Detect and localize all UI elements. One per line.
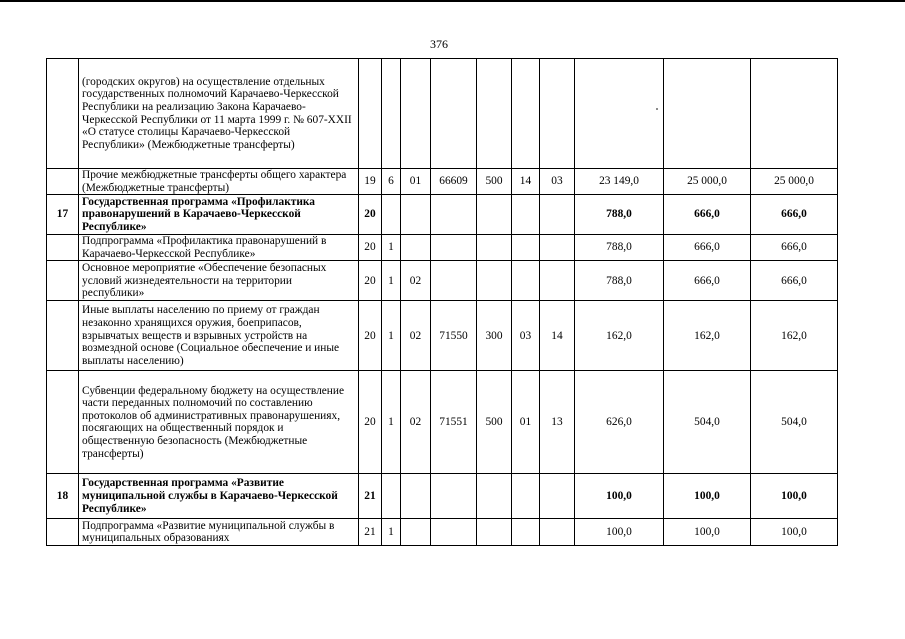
code-subprogram — [382, 59, 401, 169]
row-number — [47, 169, 79, 195]
amount-year-2: 504,0 — [664, 371, 751, 474]
row-number — [47, 261, 79, 301]
amount-year-3: 25 000,0 — [751, 169, 838, 195]
code-subsection — [540, 59, 575, 169]
code-program: 19 — [359, 169, 382, 195]
code-direction — [431, 261, 477, 301]
code-section — [512, 474, 540, 519]
code-main-event — [401, 235, 431, 261]
code-main-event — [401, 195, 431, 235]
scan-top-edge — [0, 0, 905, 2]
amount-year-3: 162,0 — [751, 301, 838, 371]
code-subprogram: 1 — [382, 235, 401, 261]
table-row — [47, 474, 838, 519]
row-number — [47, 301, 79, 371]
code-direction — [431, 59, 477, 169]
code-section — [512, 59, 540, 169]
code-subsection — [540, 474, 575, 519]
code-subsection — [540, 235, 575, 261]
row-description: Субвенции федеральному бюджету на осуществление части переданных полномочий по составлению протоколов об административных правонарушениях, посягающих на общественный порядок и общественную безопасность (Межбюджетные трансферты) — [79, 371, 359, 474]
amount-year-2: 100,0 — [664, 519, 751, 546]
amount-year-1: 626,0 — [575, 371, 664, 474]
row-description: Государственная программа «Развитие муниципальной службы в Карачаево-Черкесской Республике» — [79, 474, 359, 519]
code-section — [512, 235, 540, 261]
amount-year-1: 23 149,0 — [575, 169, 664, 195]
budget-table — [46, 58, 838, 546]
code-direction: 71550 — [431, 301, 477, 371]
code-subsection: 03 — [540, 169, 575, 195]
code-direction — [431, 519, 477, 546]
code-program: 20 — [359, 235, 382, 261]
amount-year-2: 666,0 — [664, 235, 751, 261]
code-expense-type — [477, 261, 512, 301]
row-description: (городских округов) на осуществление отдельных государственных полномочий Карачаево-Черкесской Республики на реализацию Закона Карачаево-Черкесской Республики от 11 марта 1999 г. № 607-XXII «О статусе столицы Карачаево-Черкесской Республики» (Межбюджетные трансферты) — [79, 59, 359, 169]
amount-year-1: 788,0 — [575, 235, 664, 261]
code-direction — [431, 195, 477, 235]
page-number: 376 — [430, 37, 448, 51]
code-section: 14 — [512, 169, 540, 195]
amount-year-2: 162,0 — [664, 301, 751, 371]
code-subsection: 13 — [540, 371, 575, 474]
amount-year-1 — [575, 59, 664, 169]
row-number — [47, 371, 79, 474]
code-expense-type: 500 — [477, 169, 512, 195]
code-main-event — [401, 59, 431, 169]
code-program: 20 — [359, 195, 382, 235]
code-expense-type: 500 — [477, 371, 512, 474]
row-description: Основное мероприятие «Обеспечение безопасных условий жизнедеятельности на территории республики» — [79, 261, 359, 301]
code-expense-type — [477, 519, 512, 546]
code-main-event: 02 — [401, 301, 431, 371]
code-program: 20 — [359, 371, 382, 474]
amount-year-1: 100,0 — [575, 519, 664, 546]
code-subprogram — [382, 195, 401, 235]
code-subsection — [540, 519, 575, 546]
row-description: Подпрограмма «Развитие муниципальной службы в муниципальных образованиях — [79, 519, 359, 546]
row-number — [47, 235, 79, 261]
table-row — [47, 59, 838, 169]
amount-year-1: 100,0 — [575, 474, 664, 519]
code-subsection — [540, 261, 575, 301]
amount-year-2: 666,0 — [664, 261, 751, 301]
amount-year-1: 788,0 — [575, 261, 664, 301]
table-row — [47, 169, 838, 195]
code-main-event — [401, 519, 431, 546]
code-expense-type: 300 — [477, 301, 512, 371]
code-main-event — [401, 474, 431, 519]
row-description: Подпрограмма «Профилактика правонарушений в Карачаево-Черкесской Республике» — [79, 235, 359, 261]
code-direction: 71551 — [431, 371, 477, 474]
code-program: 21 — [359, 474, 382, 519]
code-section: 01 — [512, 371, 540, 474]
row-number — [47, 59, 79, 169]
row-description: Иные выплаты населению по приему от граждан незаконно хранящихся оружия, боеприпасов, взрывчатых веществ и взрывных устройств на возмездной основе (Социальное обеспечение и иные выплаты населению) — [79, 301, 359, 371]
row-number: 18 — [47, 474, 79, 519]
amount-year-2: 25 000,0 — [664, 169, 751, 195]
code-expense-type — [477, 474, 512, 519]
code-direction — [431, 235, 477, 261]
scan-speck — [656, 108, 658, 110]
row-number: 17 — [47, 195, 79, 235]
code-program: 21 — [359, 519, 382, 546]
code-subprogram: 1 — [382, 519, 401, 546]
table-row — [47, 371, 838, 474]
amount-year-2: 100,0 — [664, 474, 751, 519]
amount-year-1: 788,0 — [575, 195, 664, 235]
code-subsection — [540, 195, 575, 235]
amount-year-3: 666,0 — [751, 195, 838, 235]
code-expense-type — [477, 59, 512, 169]
row-description: Государственная программа «Профилактика правонарушений в Карачаево-Черкесской Республике» — [79, 195, 359, 235]
amount-year-1: 162,0 — [575, 301, 664, 371]
code-expense-type — [477, 195, 512, 235]
table-row — [47, 519, 838, 546]
code-direction — [431, 474, 477, 519]
code-section: 03 — [512, 301, 540, 371]
code-main-event: 02 — [401, 261, 431, 301]
code-program: 20 — [359, 261, 382, 301]
code-subprogram: 1 — [382, 371, 401, 474]
amount-year-3: 666,0 — [751, 235, 838, 261]
code-program: 20 — [359, 301, 382, 371]
row-number — [47, 519, 79, 546]
amount-year-3: 666,0 — [751, 261, 838, 301]
amount-year-3: 100,0 — [751, 519, 838, 546]
table-row — [47, 195, 838, 235]
code-subprogram: 6 — [382, 169, 401, 195]
code-subprogram — [382, 474, 401, 519]
code-subsection: 14 — [540, 301, 575, 371]
code-subprogram: 1 — [382, 261, 401, 301]
row-description: Прочие межбюджетные трансферты общего характера (Межбюджетные трансферты) — [79, 169, 359, 195]
amount-year-3: 100,0 — [751, 474, 838, 519]
code-main-event: 01 — [401, 169, 431, 195]
amount-year-3 — [751, 59, 838, 169]
amount-year-2 — [664, 59, 751, 169]
code-expense-type — [477, 235, 512, 261]
code-main-event: 02 — [401, 371, 431, 474]
code-section — [512, 195, 540, 235]
amount-year-2: 666,0 — [664, 195, 751, 235]
table-row — [47, 235, 838, 261]
code-direction: 66609 — [431, 169, 477, 195]
code-subprogram: 1 — [382, 301, 401, 371]
amount-year-3: 504,0 — [751, 371, 838, 474]
table-row — [47, 301, 838, 371]
code-program — [359, 59, 382, 169]
table-row — [47, 261, 838, 301]
code-section — [512, 519, 540, 546]
code-section — [512, 261, 540, 301]
